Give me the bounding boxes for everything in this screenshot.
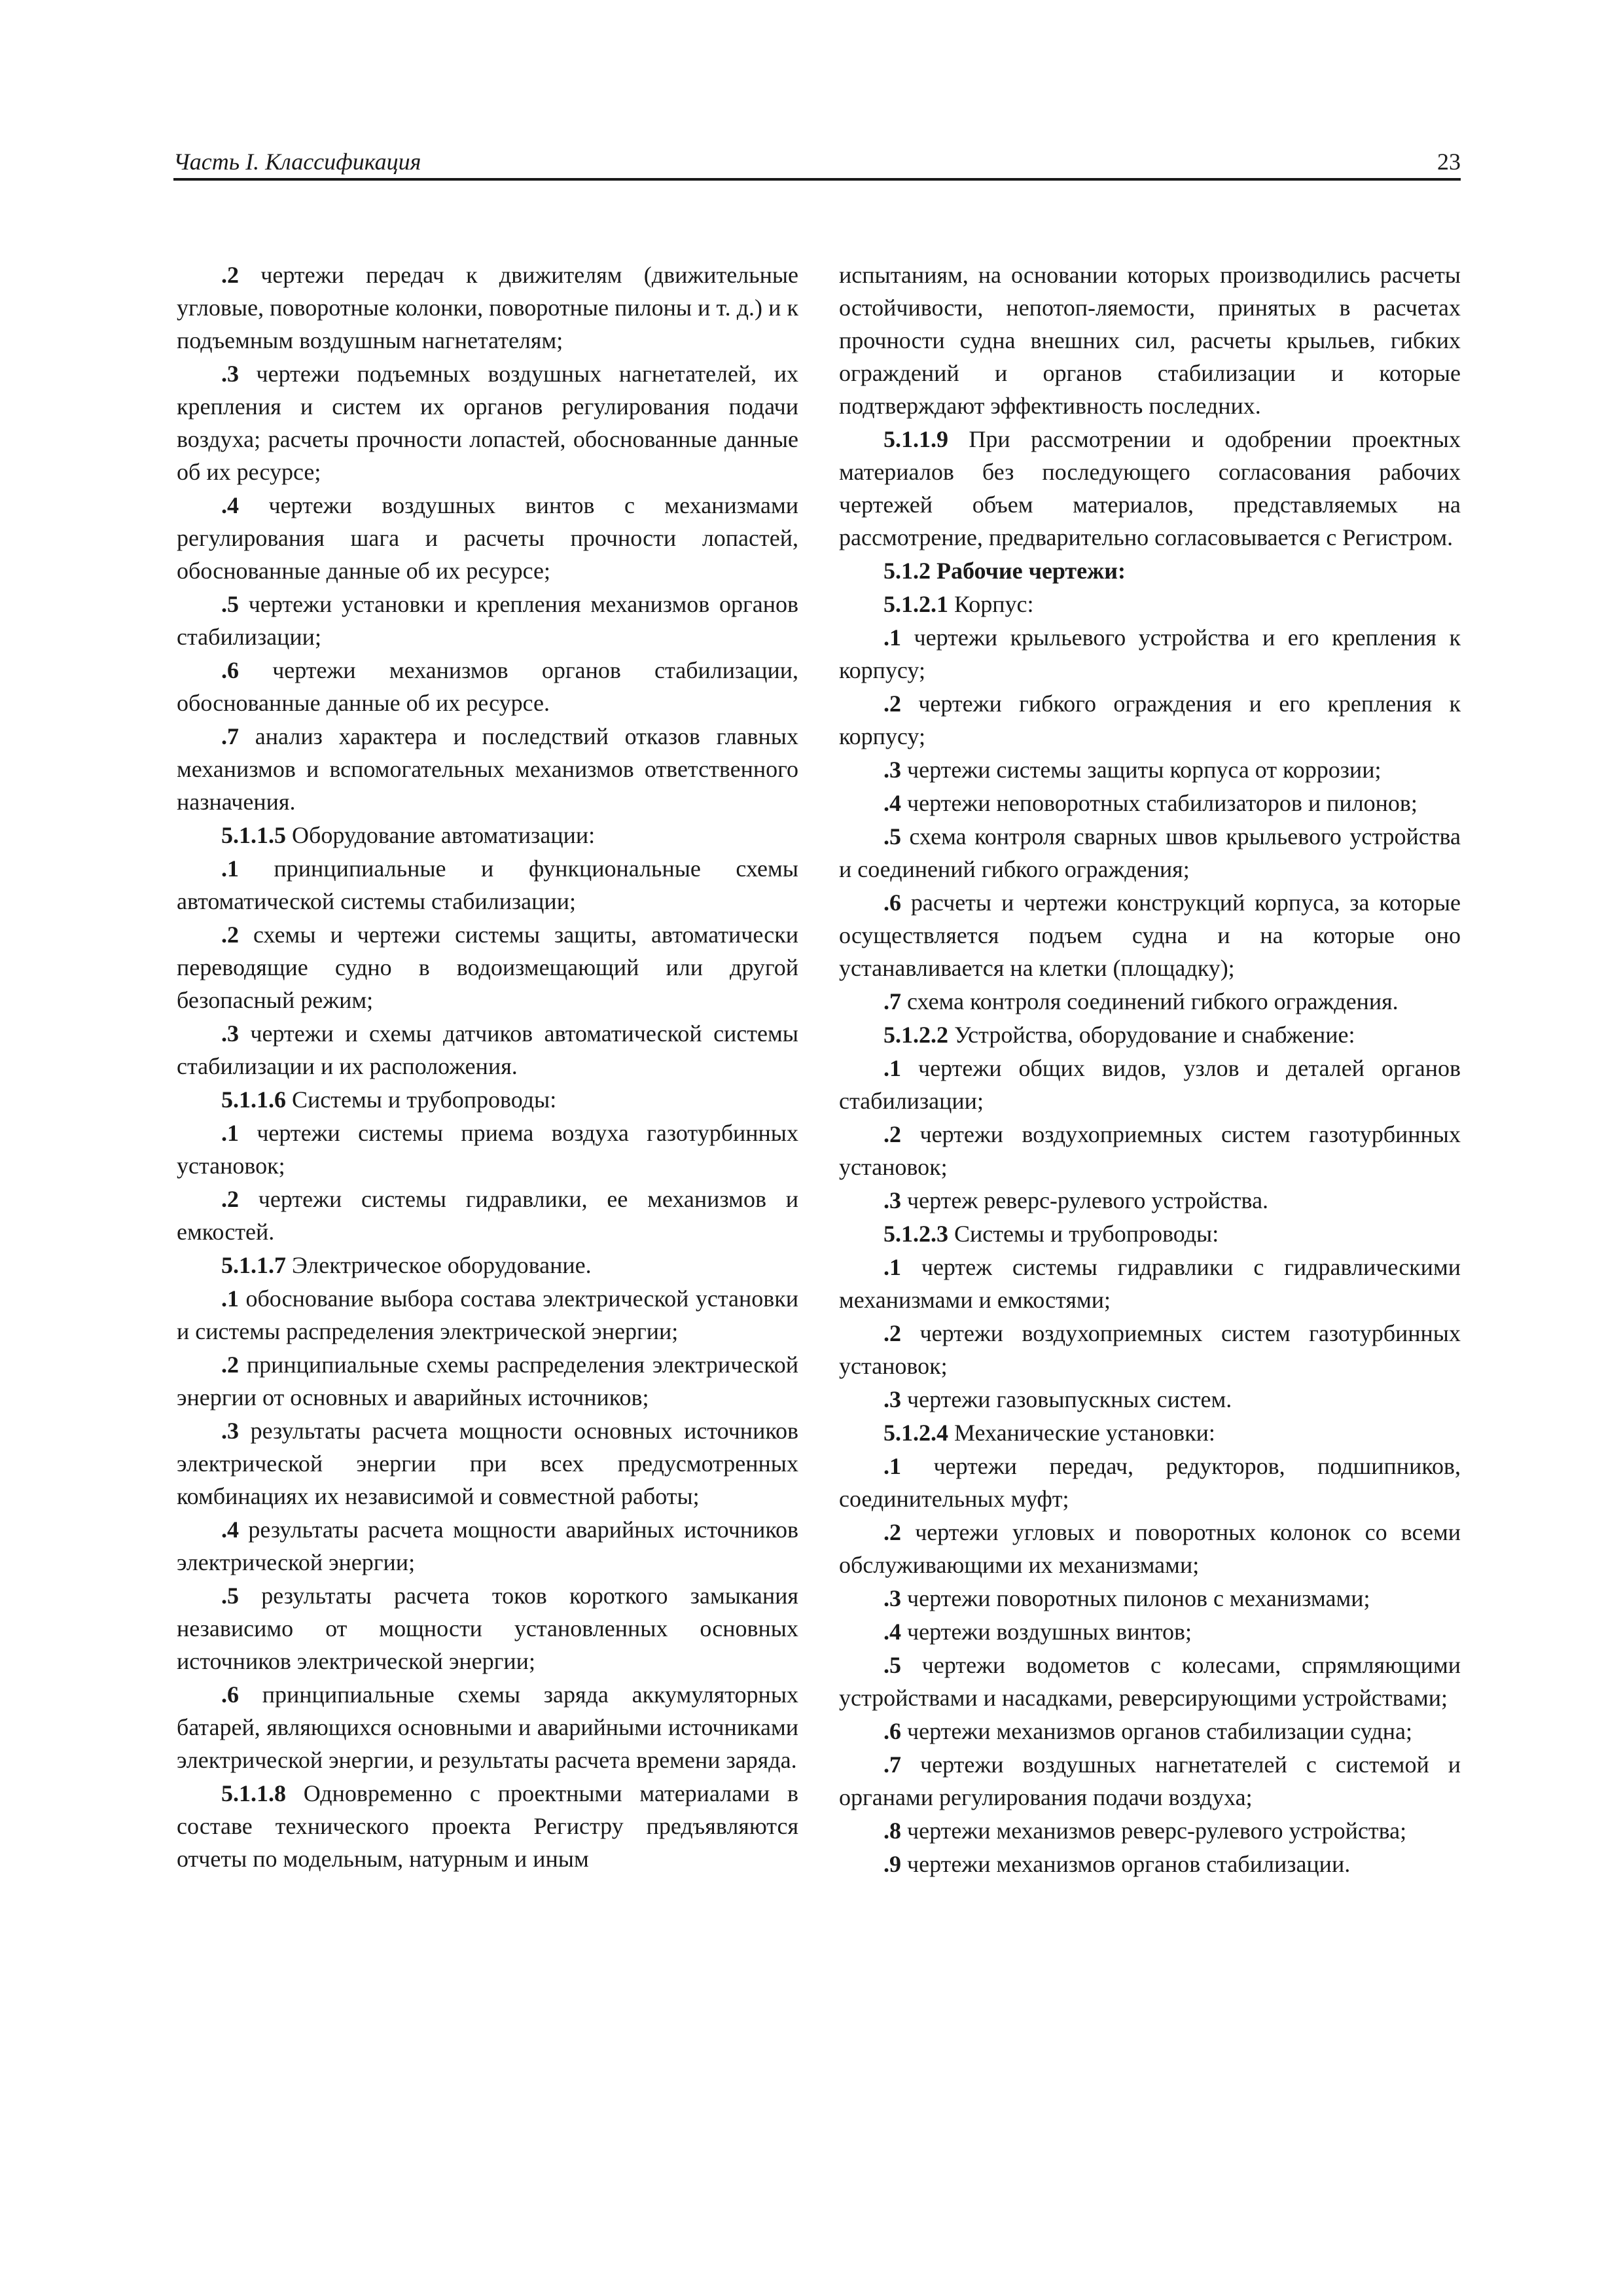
paragraph: [177, 1678, 798, 1776]
item-text: схема контроля соединений гибкого ограждения.: [901, 988, 1399, 1014]
page-number: 23: [1437, 149, 1461, 175]
paragraph: [839, 886, 1461, 984]
item-number: .1: [221, 855, 239, 882]
item-number: .9: [883, 1851, 901, 1877]
paragraph: [177, 1117, 798, 1182]
item-text: принципиальные и функциональные схемы автоматической системы стабилизации;: [177, 855, 798, 914]
item-text: чертеж реверс-рулевого устройства.: [901, 1187, 1269, 1213]
item-number: .3: [883, 1386, 901, 1412]
item-text: чертежи воздухоприемных систем газотурбинных установок;: [839, 1121, 1461, 1180]
paragraph: [839, 1615, 1461, 1648]
paragraph: [839, 1383, 1461, 1416]
right-column: [839, 259, 1461, 1881]
item-text: чертежи газовыпускных систем.: [901, 1386, 1232, 1412]
paragraph: [839, 1848, 1461, 1880]
item-text: чертежи угловых и поворотных колонок со всеми обслуживающими их механизмами;: [839, 1519, 1461, 1578]
paragraph: [839, 1217, 1461, 1250]
item-number: 5.1.2.4: [883, 1420, 948, 1446]
item-number: 5.1.2.2: [883, 1022, 948, 1048]
running-title: Часть I. Классификация: [173, 149, 421, 175]
paragraph: [839, 1416, 1461, 1449]
paragraph: [177, 819, 798, 852]
item-text: испытаниям, на основании которых производились расчеты остойчивости, непотоп-ляемости, принятых в расчетах прочности судна внешних сил, расчеты крыльев, гибких ограждений и органов стабилизации и которые подтверждают эффективность последних.: [839, 262, 1461, 419]
item-number: .5: [883, 823, 901, 850]
paragraph: [839, 787, 1461, 819]
item-text: чертежи неповоротных стабилизаторов и пилонов;: [901, 790, 1418, 816]
item-text: Корпус:: [948, 591, 1034, 617]
item-text: чертежи системы защиты корпуса от коррозии;: [901, 757, 1382, 783]
item-text: чертежи механизмов органов стабилизации судна;: [901, 1718, 1413, 1744]
item-number: 5.1.1.9: [883, 426, 948, 452]
item-number: .2: [221, 1186, 239, 1212]
item-text: чертежи установки и крепления механизмов органов стабилизации;: [177, 591, 798, 650]
item-text: чертежи крыльевого устройства и его крепления к корпусу;: [839, 624, 1461, 683]
item-number: .3: [221, 1418, 239, 1444]
item-number: .1: [883, 1055, 901, 1081]
item-text: чертежи механизмов реверс-рулевого устройства;: [901, 1818, 1407, 1844]
paragraph: [839, 1814, 1461, 1847]
item-text: схема контроля сварных швов крыльевого устройства и соединений гибкого ограждения;: [839, 823, 1461, 882]
paragraph: [839, 1582, 1461, 1615]
item-text: чертежи водометов с колесами, спрямляющими устройствами и насадками, реверсирующими устройствами;: [839, 1652, 1461, 1711]
item-text: чертежи системы приема воздуха газотурбинных установок;: [177, 1120, 798, 1179]
item-number: .4: [221, 492, 239, 518]
item-text: чертежи воздушных винтов;: [901, 1619, 1192, 1645]
item-number: .3: [221, 1020, 239, 1047]
item-text: принципиальные схемы заряда аккумуляторных батарей, являющихся основными и аварийными источниками электрической энергии, и результаты расчета времени заряда.: [177, 1681, 798, 1773]
item-text: чертежи подъемных воздушных нагнетателей, их крепления и систем их органов регулирования подачи воздуха; расчеты прочности лопастей, обоснованные данные об их ресурсе;: [177, 361, 798, 485]
paragraph: [839, 1748, 1461, 1814]
item-number: .8: [883, 1818, 901, 1844]
item-text: чертежи гибкого ограждения и его крепления к корпусу;: [839, 691, 1461, 749]
item-text: расчеты и чертежи конструкций корпуса, за которые осуществляется подъем судна и на которые оно устанавливается на клетки (площадку);: [839, 889, 1461, 981]
paragraph: [177, 1579, 798, 1677]
item-text: Электрическое оборудование.: [286, 1252, 592, 1278]
item-text: результаты расчета мощности основных источников электрической энергии при всех предусмотренных комбинациях их независимой и совместной работы;: [177, 1418, 798, 1509]
item-text: чертежи передач к движителям (движительные угловые, поворотные колонки, поворотные пилоны и т. д.) и к подъемным воздушным нагнетателям;: [177, 262, 798, 353]
paragraph: [177, 720, 798, 818]
paragraph: [839, 687, 1461, 753]
paragraph: [177, 852, 798, 918]
item-text: чертеж системы гидравлики с гидравлическими механизмами и емкостями;: [839, 1254, 1461, 1313]
item-text: результаты расчета мощности аварийных источников электрической энергии;: [177, 1516, 798, 1575]
item-text: чертежи механизмов органов стабилизации.: [901, 1851, 1351, 1877]
item-number: .7: [221, 723, 239, 749]
paragraph: [839, 1715, 1461, 1748]
paragraph: [177, 1083, 798, 1116]
paragraph: [177, 1414, 798, 1513]
item-number: .6: [221, 657, 239, 683]
item-number: .7: [883, 1751, 901, 1778]
item-text: чертежи системы гидравлики, ее механизмов и емкостей.: [177, 1186, 798, 1245]
item-number: 5.1.2.3: [883, 1221, 948, 1247]
item-number: .1: [883, 624, 901, 651]
paragraph: [177, 357, 798, 488]
item-number: .3: [883, 1585, 901, 1611]
paragraph: [177, 1348, 798, 1414]
item-number: .1: [883, 1254, 901, 1280]
paragraph: [839, 1516, 1461, 1581]
paragraph: [177, 1183, 798, 1248]
paragraph: [839, 621, 1461, 687]
item-text: чертежи воздушных нагнетателей с системой и органами регулирования подачи воздуха;: [839, 1751, 1461, 1810]
item-number: .1: [221, 1120, 239, 1146]
item-number: .2: [883, 1121, 901, 1147]
item-text: принципиальные схемы распределения электрической энергии от основных и аварийных источников;: [177, 1352, 798, 1410]
item-number: .2: [883, 1519, 901, 1545]
item-text: чертежи и схемы датчиков автоматической системы стабилизации и их расположения.: [177, 1020, 798, 1079]
item-text: Оборудование автоматизации:: [286, 822, 596, 848]
paragraph: [839, 753, 1461, 786]
item-text: чертежи воздушных винтов с механизмами регулирования шага и расчеты прочности лопастей, обоснованные данные об их ресурсе;: [177, 492, 798, 584]
item-number: 5.1.1.5: [221, 822, 286, 848]
paragraph: [839, 1018, 1461, 1051]
item-text: чертежи механизмов органов стабилизации, обоснованные данные об их ресурсе.: [177, 657, 798, 716]
item-number: .2: [221, 1352, 239, 1378]
item-number: .2: [221, 922, 239, 948]
item-number: .2: [883, 691, 901, 717]
item-number: 5.1.2 Рабочие чертежи:: [883, 558, 1126, 584]
paragraph: [177, 259, 798, 357]
paragraph: [177, 918, 798, 1016]
item-number: .5: [883, 1652, 901, 1678]
item-number: .3: [221, 361, 239, 387]
paragraph: [177, 588, 798, 653]
item-number: 5.1.2.1: [883, 591, 948, 617]
item-number: .1: [221, 1285, 239, 1312]
paragraph: [839, 1118, 1461, 1183]
paragraph: [839, 1649, 1461, 1714]
item-text: чертежи воздухоприемных систем газотурбинных установок;: [839, 1320, 1461, 1379]
item-number: .7: [883, 988, 901, 1014]
item-text: Устройства, оборудование и снабжение:: [948, 1022, 1355, 1048]
paragraph: [839, 1184, 1461, 1217]
item-text: чертежи поворотных пилонов с механизмами;: [901, 1585, 1370, 1611]
item-number: .4: [883, 790, 901, 816]
item-number: .6: [883, 1718, 901, 1744]
paragraph: [177, 489, 798, 587]
item-number: .2: [883, 1320, 901, 1346]
item-text: обоснование выбора состава электрической установки и системы распределения электрической энергии;: [177, 1285, 798, 1344]
item-number: .5: [221, 591, 239, 617]
paragraph: [839, 1251, 1461, 1316]
item-text: чертежи общих видов, узлов и деталей органов стабилизации;: [839, 1055, 1461, 1114]
item-number: .6: [883, 889, 901, 916]
paragraph: [839, 1052, 1461, 1117]
paragraph: [177, 654, 798, 719]
item-number: .3: [883, 757, 901, 783]
item-number: .4: [883, 1619, 901, 1645]
paragraph: [839, 820, 1461, 886]
paragraph: [839, 1450, 1461, 1515]
item-text: Системы и трубопроводы:: [948, 1221, 1219, 1247]
item-number: .5: [221, 1583, 239, 1609]
item-number: 5.1.1.7: [221, 1252, 286, 1278]
item-number: 5.1.1.6: [221, 1086, 286, 1113]
item-text: Механические установки:: [948, 1420, 1215, 1446]
item-number: .3: [883, 1187, 901, 1213]
paragraph: [177, 1282, 798, 1348]
item-text: Одновременно с проектными материалами в составе технического проекта Регистру предъявляются отчеты по модельным, натурным и иным: [177, 1780, 798, 1872]
paragraph: [839, 423, 1461, 554]
item-number: .2: [221, 262, 239, 288]
item-number: .4: [221, 1516, 239, 1543]
item-text: результаты расчета токов короткого замыкания независимо от мощности установленных основных источников электрической энергии;: [177, 1583, 798, 1674]
paragraph: [177, 1249, 798, 1282]
item-number: .1: [883, 1453, 901, 1479]
paragraph: [839, 1317, 1461, 1382]
paragraph: [839, 588, 1461, 620]
paragraph: [839, 985, 1461, 1018]
page-header: [173, 145, 1461, 181]
item-text: При рассмотрении и одобрении проектных материалов без последующего согласования рабочих чертежей объем материалов, представляемых на рассмотрение, предварительно согласовывается с Регистром.: [839, 426, 1461, 550]
paragraph: [177, 1513, 798, 1579]
item-text: схемы и чертежи системы защиты, автоматически переводящие судно в водоизмещающий или другой безопасный режим;: [177, 922, 798, 1013]
paragraph: [839, 259, 1461, 422]
paragraph: [177, 1017, 798, 1083]
paragraph: [177, 1777, 798, 1875]
item-text: Системы и трубопроводы:: [286, 1086, 557, 1113]
left-column: [177, 259, 798, 1876]
item-number: 5.1.1.8: [221, 1780, 286, 1806]
item-text: анализ характера и последствий отказов главных механизмов и вспомогательных механизмов ответственного назначения.: [177, 723, 798, 815]
paragraph: [839, 554, 1461, 587]
item-text: чертежи передач, редукторов, подшипников, соединительных муфт;: [839, 1453, 1461, 1512]
item-number: .6: [221, 1681, 239, 1708]
